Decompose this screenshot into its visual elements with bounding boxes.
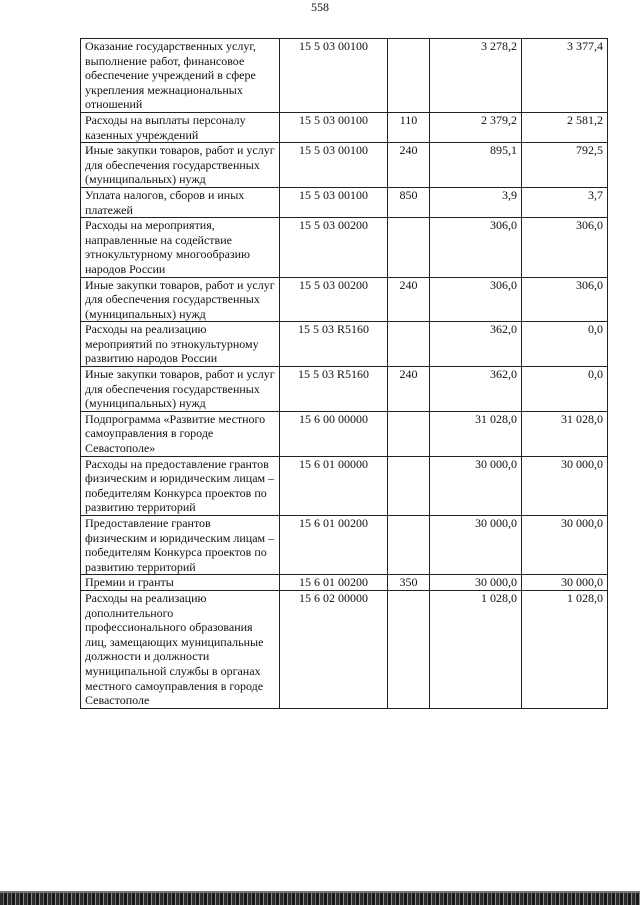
expense-type-cell [388, 590, 430, 708]
expense-type-cell [388, 516, 430, 575]
amount-year-1-cell: 30 000,0 [430, 456, 522, 515]
expense-name-cell: Иные закупки товаров, работ и услуг для обеспечения государственных (муниципальных) нужд [81, 277, 280, 322]
amount-year-2-cell: 0,0 [522, 367, 608, 412]
amount-year-2-cell: 0,0 [522, 322, 608, 367]
amount-year-1-cell: 306,0 [430, 277, 522, 322]
table-row [81, 187, 608, 217]
expense-name-cell: Предоставление грантов физическим и юридическим лицам – победителям Конкурса проектов по развитию территорий [81, 516, 280, 575]
amount-year-2-cell: 3,7 [522, 187, 608, 217]
table-row [81, 322, 608, 367]
amount-year-1-cell: 362,0 [430, 322, 522, 367]
table-row [81, 590, 608, 708]
amount-year-1-cell: 2 379,2 [430, 112, 522, 142]
target-code-cell: 15 6 01 00200 [280, 575, 388, 591]
amount-year-1-cell: 1 028,0 [430, 590, 522, 708]
expense-name-cell: Подпрограмма «Развитие местного самоуправления в городе Севастополе» [81, 411, 280, 456]
target-code-cell: 15 5 03 00200 [280, 277, 388, 322]
amount-year-1-cell: 31 028,0 [430, 411, 522, 456]
table-row [81, 112, 608, 142]
table-row [81, 143, 608, 188]
expense-name-cell: Иные закупки товаров, работ и услуг для обеспечения государственных (муниципальных) нужд [81, 367, 280, 412]
table-row [81, 575, 608, 591]
target-code-cell: 15 6 01 00200 [280, 516, 388, 575]
target-code-cell: 15 5 03 00100 [280, 112, 388, 142]
expense-type-cell: 110 [388, 112, 430, 142]
table-row [81, 411, 608, 456]
amount-year-1-cell: 30 000,0 [430, 575, 522, 591]
expense-type-cell [388, 456, 430, 515]
target-code-cell: 15 5 03 R5160 [280, 322, 388, 367]
target-code-cell: 15 6 02 00000 [280, 590, 388, 708]
expense-name-cell: Оказание государственных услуг, выполнение работ, финансовое обеспечение учреждений в сфере укрепления межнациональных отношений [81, 39, 280, 113]
table-row [81, 456, 608, 515]
expense-name-cell: Расходы на выплаты персоналу казенных учреждений [81, 112, 280, 142]
expense-name-cell: Уплата налогов, сборов и иных платежей [81, 187, 280, 217]
amount-year-1-cell: 30 000,0 [430, 516, 522, 575]
amount-year-1-cell: 306,0 [430, 218, 522, 277]
expense-type-cell: 240 [388, 277, 430, 322]
target-code-cell: 15 6 00 00000 [280, 411, 388, 456]
table-row [81, 367, 608, 412]
budget-table [80, 38, 608, 709]
amount-year-2-cell: 3 377,4 [522, 39, 608, 113]
expense-type-cell [388, 218, 430, 277]
scan-edge-noise [0, 893, 640, 905]
budget-table-body [81, 39, 608, 709]
expense-type-cell [388, 411, 430, 456]
table-row [81, 218, 608, 277]
page-number: 558 [311, 0, 329, 14]
amount-year-2-cell: 30 000,0 [522, 516, 608, 575]
expense-name-cell: Иные закупки товаров, работ и услуг для обеспечения государственных (муниципальных) нужд [81, 143, 280, 188]
expense-type-cell: 240 [388, 367, 430, 412]
amount-year-1-cell: 362,0 [430, 367, 522, 412]
amount-year-1-cell: 895,1 [430, 143, 522, 188]
amount-year-2-cell: 2 581,2 [522, 112, 608, 142]
expense-name-cell: Премии и гранты [81, 575, 280, 591]
amount-year-2-cell: 31 028,0 [522, 411, 608, 456]
expense-name-cell: Расходы на мероприятия, направленные на содействие этнокультурному многообразию народов России [81, 218, 280, 277]
table-row [81, 516, 608, 575]
target-code-cell: 15 5 03 00100 [280, 39, 388, 113]
target-code-cell: 15 6 01 00000 [280, 456, 388, 515]
amount-year-2-cell: 306,0 [522, 218, 608, 277]
amount-year-2-cell: 30 000,0 [522, 456, 608, 515]
expense-type-cell [388, 322, 430, 367]
table-row [81, 39, 608, 113]
expense-name-cell: Расходы на реализацию мероприятий по этнокультурному развитию народов России [81, 322, 280, 367]
expense-name-cell: Расходы на предоставление грантов физическим и юридическим лицам – победителям Конкурса проектов по развитию территорий [81, 456, 280, 515]
amount-year-2-cell: 792,5 [522, 143, 608, 188]
target-code-cell: 15 5 03 00100 [280, 143, 388, 188]
amount-year-2-cell: 306,0 [522, 277, 608, 322]
target-code-cell: 15 5 03 00200 [280, 218, 388, 277]
table-row [81, 277, 608, 322]
expense-type-cell: 240 [388, 143, 430, 188]
expense-type-cell: 350 [388, 575, 430, 591]
expense-type-cell [388, 39, 430, 113]
amount-year-2-cell: 30 000,0 [522, 575, 608, 591]
expense-type-cell: 850 [388, 187, 430, 217]
amount-year-2-cell: 1 028,0 [522, 590, 608, 708]
target-code-cell: 15 5 03 R5160 [280, 367, 388, 412]
amount-year-1-cell: 3,9 [430, 187, 522, 217]
target-code-cell: 15 5 03 00100 [280, 187, 388, 217]
expense-name-cell: Расходы на реализацию дополнительного профессионального образования лиц, замещающих муниципальные должности и должности муниципальной службы в органах местного самоуправления в городе Севастополе [81, 590, 280, 708]
amount-year-1-cell: 3 278,2 [430, 39, 522, 113]
